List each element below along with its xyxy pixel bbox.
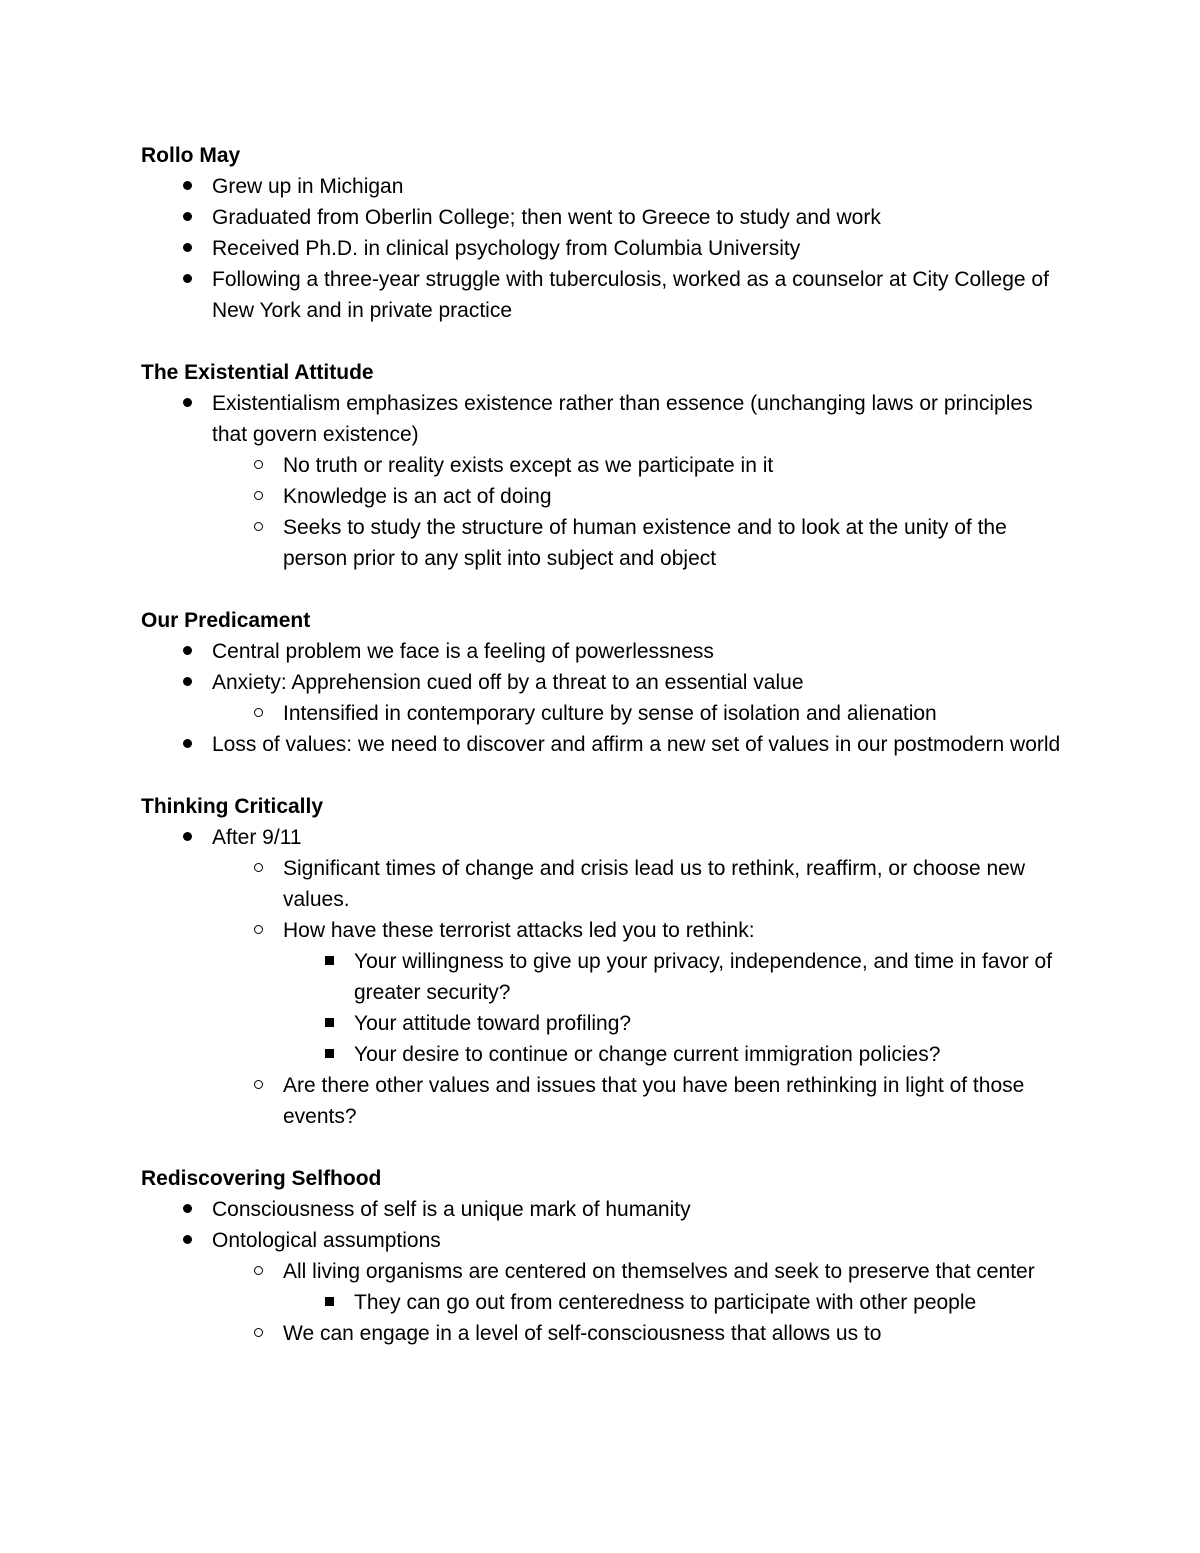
bullet-dot-icon [177, 264, 197, 295]
list-item: Anxiety: Apprehension cued off by a threat to an essential value Intensified in contemporary culture by sense of isolation and alienation [141, 667, 1071, 729]
bullet-square-icon [319, 1008, 339, 1039]
sub-list-item: All living organisms are centered on themselves and seek to preserve that center They can go out from centeredness to participate with other people [212, 1256, 1071, 1318]
sub-list-item: Seeks to study the structure of human existence and to look at the unity of the person prior to any split into subject and object [212, 512, 1071, 574]
sub-list-item: We can engage in a level of self-consciousness that allows us to [212, 1318, 1071, 1349]
sub-list-item: Are there other values and issues that you have been rethinking in light of those events? [212, 1070, 1071, 1132]
list-item: Central problem we face is a feeling of powerlessness [141, 636, 1071, 667]
sub-list-item: Knowledge is an act of doing [212, 481, 1071, 512]
bullet-circle-icon [248, 450, 268, 481]
bullet-dot-icon [177, 729, 197, 760]
sub-list-item: No truth or reality exists except as we participate in it [212, 450, 1071, 481]
list-item: Received Ph.D. in clinical psychology from Columbia University [141, 233, 1071, 264]
bullet-circle-icon [248, 481, 268, 512]
list-item: Consciousness of self is a unique mark of humanity [141, 1194, 1071, 1225]
document-page [141, 140, 1071, 1380]
bullet-dot-icon [177, 636, 197, 667]
bullet-circle-icon [248, 853, 268, 884]
section-our-predicament [141, 605, 1071, 760]
list-item: Loss of values: we need to discover and affirm a new set of values in our postmodern world [141, 729, 1071, 760]
sub-list-item: Significant times of change and crisis lead us to rethink, reaffirm, or choose new values. [212, 853, 1071, 915]
bullet-square-icon [319, 1287, 339, 1318]
section-heading: Rediscovering Selfhood [141, 1167, 382, 1190]
bullet-dot-icon [177, 667, 197, 698]
list-item: Ontological assumptions All living organisms are centered on themselves and seek to preserve that center They can go out from centeredness to participate with other people We can engage in a level of self-consciousness that allows us to [141, 1225, 1071, 1349]
list-item: Grew up in Michigan [141, 171, 1071, 202]
section-existential-attitude [141, 357, 1071, 574]
bullet-square-icon [319, 946, 339, 977]
list-item: Existentialism emphasizes existence rather than essence (unchanging laws or principles that govern existence) No truth or reality exists except as we participate in it Knowledge is an act of doing Seeks to study the structure of human existence and to look at the unity of the person prior to any split into subject and object [141, 388, 1071, 574]
bullet-dot-icon [177, 1225, 197, 1256]
sub-sub-list-item: Your willingness to give up your privacy, independence, and time in favor of greater security? [283, 946, 1071, 1008]
sub-sub-list-item: They can go out from centeredness to participate with other people [283, 1287, 1071, 1318]
bullet-dot-icon [177, 822, 197, 853]
bullet-dot-icon [177, 388, 197, 419]
section-thinking-critically [141, 791, 1071, 1132]
list-item: Graduated from Oberlin College; then went to Greece to study and work [141, 202, 1071, 233]
bullet-circle-icon [248, 1256, 268, 1287]
bullet-dot-icon [177, 171, 197, 202]
bullet-dot-icon [177, 233, 197, 264]
sub-sub-list-item: Your attitude toward profiling? [283, 1008, 1071, 1039]
section-heading: Rollo May [141, 144, 241, 167]
list-item: Following a three-year struggle with tuberculosis, worked as a counselor at City College of New York and in private practice [141, 264, 1071, 326]
bullet-dot-icon [177, 1194, 197, 1225]
bullet-circle-icon [248, 512, 268, 543]
sub-sub-list-item: Your desire to continue or change current immigration policies? [283, 1039, 1071, 1070]
bullet-circle-icon [248, 1070, 268, 1101]
bullet-dot-icon [177, 202, 197, 233]
list-item: After 9/11 Significant times of change and crisis lead us to rethink, reaffirm, or choose new values. How have these terrorist attacks led you to rethink: Your willingness to give up your privacy, independence, and time in favor of greater security? Your attitude toward profiling? Your desire to continue or change current immigration policies? Are there other values and issues that you have been rethinking in light of those events? [141, 822, 1071, 1132]
section-rediscovering-selfhood [141, 1163, 1071, 1349]
section-heading: Thinking Critically [141, 795, 324, 818]
bullet-square-icon [319, 1039, 339, 1070]
sub-list-item: How have these terrorist attacks led you to rethink: Your willingness to give up your privacy, independence, and time in favor of greater security? Your attitude toward profiling? Your desire to continue or change current immigration policies? [212, 915, 1071, 1070]
bullet-circle-icon [248, 1318, 268, 1349]
section-rollo-may [141, 140, 1071, 326]
bullet-circle-icon [248, 698, 268, 729]
section-heading: The Existential Attitude [141, 361, 374, 384]
section-heading: Our Predicament [141, 609, 311, 632]
bullet-circle-icon [248, 915, 268, 946]
sub-list-item: Intensified in contemporary culture by sense of isolation and alienation [212, 698, 1071, 729]
